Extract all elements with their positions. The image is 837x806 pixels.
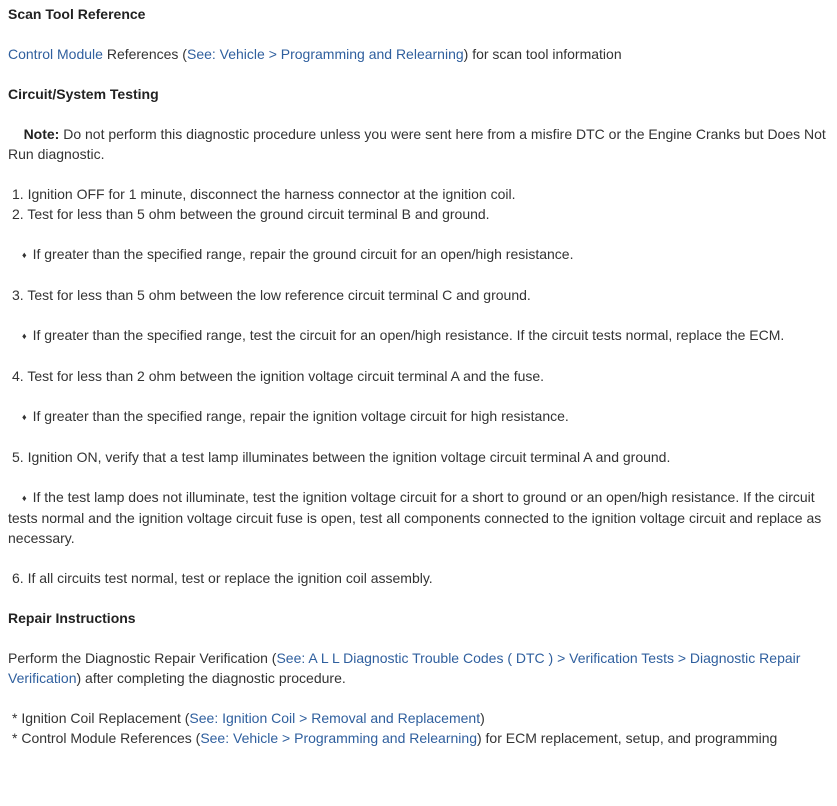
step-2-bullet-text: If greater than the specified range, repair the ground circuit for an open/high resistance.	[32, 246, 574, 262]
step-2: 2. Test for less than 5 ohm between the ground circuit terminal B and ground.	[12, 206, 490, 222]
step-5: 5. Ignition ON, verify that a test lamp illuminates between the ignition voltage circuit terminal A and ground.	[12, 449, 671, 465]
spacer	[8, 224, 829, 244]
note-text: Do not perform this diagnostic procedure unless you were sent here from a misfire DTC or the Engine Cranks but Does Not Run diagnostic.	[8, 126, 826, 162]
spacer	[8, 104, 829, 124]
step-6: 6. If all circuits test normal, test or replace the ignition coil assembly.	[12, 570, 433, 586]
step-4-bullet	[8, 406, 829, 427]
spacer	[8, 386, 829, 406]
spacer	[8, 628, 829, 648]
repair-paragraph	[8, 648, 829, 688]
repair-item-1-suffix: )	[480, 710, 485, 726]
diamond-bullet-icon: ♦	[22, 412, 27, 422]
spacer	[8, 24, 829, 44]
spacer	[8, 688, 829, 708]
spacer	[8, 164, 829, 184]
note-label: Note:	[23, 126, 60, 142]
step-5-bullet	[8, 487, 829, 548]
spacer	[8, 346, 829, 366]
step-3-bullet	[8, 325, 829, 346]
spacer	[8, 265, 829, 285]
repair-item-2-suffix: ) for ECM replacement, setup, and programming	[476, 730, 778, 746]
repair-item-2-prefix: * Control Module References (	[12, 730, 201, 746]
repair-item-1-prefix: * Ignition Coil Replacement (	[12, 710, 190, 726]
scan-tool-text-2: ) for scan tool information	[463, 46, 622, 62]
scan-tool-heading: Scan Tool Reference	[8, 6, 146, 22]
diamond-bullet-icon: ♦	[22, 331, 27, 341]
spacer	[8, 64, 829, 84]
repair-text-1: Perform the Diagnostic Repair Verification (	[8, 650, 277, 666]
step-1: 1. Ignition OFF for 1 minute, disconnect the harness connector at the ignition coil.	[12, 186, 516, 202]
spacer	[8, 467, 829, 487]
spacer	[8, 305, 829, 325]
spacer	[8, 588, 829, 608]
spacer	[8, 548, 829, 568]
step-4-bullet-text: If greater than the specified range, repair the ignition voltage circuit for high resistance.	[32, 408, 569, 424]
ignition-coil-removal-link[interactable]: See: Ignition Coil > Removal and Replacement	[189, 710, 481, 726]
note-paragraph	[8, 124, 829, 164]
step-3-bullet-text: If greater than the specified range, test the circuit for an open/high resistance. If the circuit tests normal, replace the ECM.	[32, 327, 785, 343]
vehicle-programming-link[interactable]: See: Vehicle > Programming and Relearning	[200, 730, 477, 746]
repair-text-2: ) after completing the diagnostic procedure.	[76, 670, 346, 686]
diamond-bullet-icon: ♦	[22, 493, 27, 503]
scan-tool-paragraph	[8, 44, 829, 64]
step-3: 3. Test for less than 5 ohm between the low reference circuit terminal C and ground.	[12, 287, 531, 303]
control-module-link[interactable]: Control Module	[8, 46, 103, 62]
scan-tool-text-1: References (	[102, 46, 187, 62]
programming-relearning-link[interactable]: See: Vehicle > Programming and Relearning	[186, 46, 464, 62]
circuit-testing-heading: Circuit/System Testing	[8, 86, 159, 102]
step-4: 4. Test for less than 2 ohm between the ignition voltage circuit terminal A and the fuse.	[12, 368, 545, 384]
repair-instructions-heading: Repair Instructions	[8, 610, 136, 626]
repair-item-2	[8, 728, 829, 748]
diagnostic-repair-verification-link[interactable]: See: A L L Diagnostic Trouble Codes ( DTC ) > Verification Tests > Diagnostic Repair Verification	[8, 650, 801, 686]
diamond-bullet-icon: ♦	[22, 250, 27, 260]
repair-item-1	[8, 708, 829, 728]
step-5-bullet-text: If the test lamp does not illuminate, test the ignition voltage circuit for a short to ground or an open/high resistance. If the circuit tests normal and the ignition voltage circuit fuse is open, test all components connected to the ignition voltage circuit and replace as necessary.	[8, 489, 822, 546]
spacer	[8, 427, 829, 447]
step-2-bullet	[8, 244, 829, 265]
